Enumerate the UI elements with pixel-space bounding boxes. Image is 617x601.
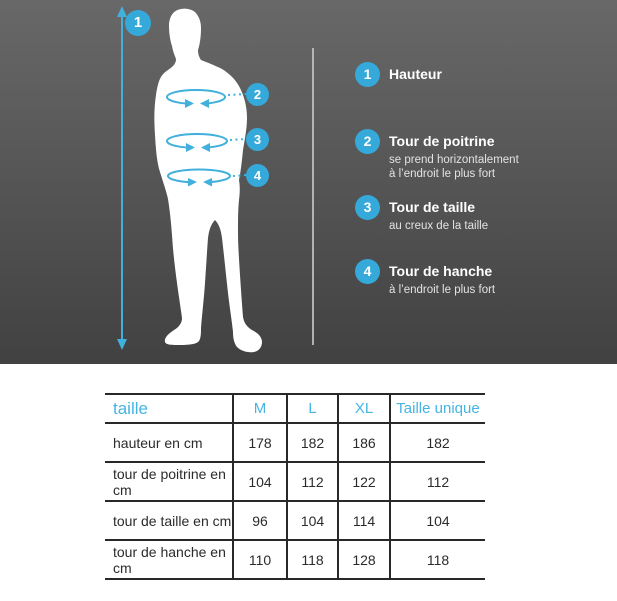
cell-value: 104 <box>287 501 338 540</box>
legend-title-hauteur: Hauteur <box>389 66 442 82</box>
legend-num-3-badge: 3 <box>355 195 380 220</box>
cell-value: 182 <box>287 423 338 462</box>
header-size-l: L <box>287 394 338 423</box>
legend-item-tour-de-taille <box>355 195 488 234</box>
cell-value: 104 <box>390 501 485 540</box>
legend-item-hauteur <box>355 62 442 87</box>
legend-num-2-badge: 2 <box>355 129 380 154</box>
cell-value: 122 <box>338 462 390 501</box>
cell-value: 112 <box>287 462 338 501</box>
legend-title-tour-de-poitrine: Tour de poitrine <box>389 133 495 149</box>
legend-desc: au creux de la taille <box>389 220 489 232</box>
legend-desc: à l’endroit le plus fort <box>389 284 496 296</box>
legend-text-block <box>389 129 519 181</box>
row-label: tour de taille en cm <box>105 501 233 540</box>
cell-value: 118 <box>390 540 485 579</box>
size-table-header-row <box>105 394 485 423</box>
cell-value: 112 <box>390 462 485 501</box>
marker-4-badge: 4 <box>246 164 269 187</box>
row-label: hauteur en cm <box>105 423 233 462</box>
legend-text-block <box>389 195 488 234</box>
header-taille: taille <box>105 394 233 423</box>
legend-title-tour-de-hanche: Tour de hanche <box>389 263 493 279</box>
legend-title-tour-de-taille: Tour de taille <box>389 199 476 215</box>
row-label: tour de hanche en cm <box>105 540 233 579</box>
cell-value: 110 <box>233 540 287 579</box>
legend-desc: se prend horizontalement <box>389 154 519 166</box>
marker-3-badge: 3 <box>246 128 269 151</box>
legend-num-4-badge: 4 <box>355 259 380 284</box>
legend-desc: à l’endroit le plus fort <box>389 167 496 180</box>
row-label: tour de poitrine en cm <box>105 462 233 501</box>
cell-value: 178 <box>233 423 287 462</box>
cell-value: 182 <box>390 423 485 462</box>
table-row-tour-de-hanche <box>105 540 485 579</box>
header-size-m: M <box>233 394 287 423</box>
size-table-panel <box>0 364 617 601</box>
header-size-xl: XL <box>338 394 390 423</box>
cell-value: 96 <box>233 501 287 540</box>
marker-2-badge: 2 <box>246 83 269 106</box>
cell-value: 104 <box>233 462 287 501</box>
legend-text-block <box>389 62 442 87</box>
cell-value: 186 <box>338 423 390 462</box>
header-taille-unique: Taille unique <box>390 394 485 423</box>
cell-value: 118 <box>287 540 338 579</box>
cell-value: 128 <box>338 540 390 579</box>
legend-num-1-badge: 1 <box>355 62 380 87</box>
marker-1-badge: 1 <box>125 10 151 36</box>
cell-value: 114 <box>338 501 390 540</box>
legend-text-block <box>389 259 495 298</box>
legend-item-tour-de-poitrine <box>355 129 519 181</box>
legend-item-tour-de-hanche <box>355 259 495 298</box>
size-table <box>105 393 485 580</box>
table-row-tour-de-poitrine <box>105 462 485 501</box>
table-row-hauteur <box>105 423 485 462</box>
height-arrow <box>117 6 127 350</box>
table-row-tour-de-taille <box>105 501 485 540</box>
